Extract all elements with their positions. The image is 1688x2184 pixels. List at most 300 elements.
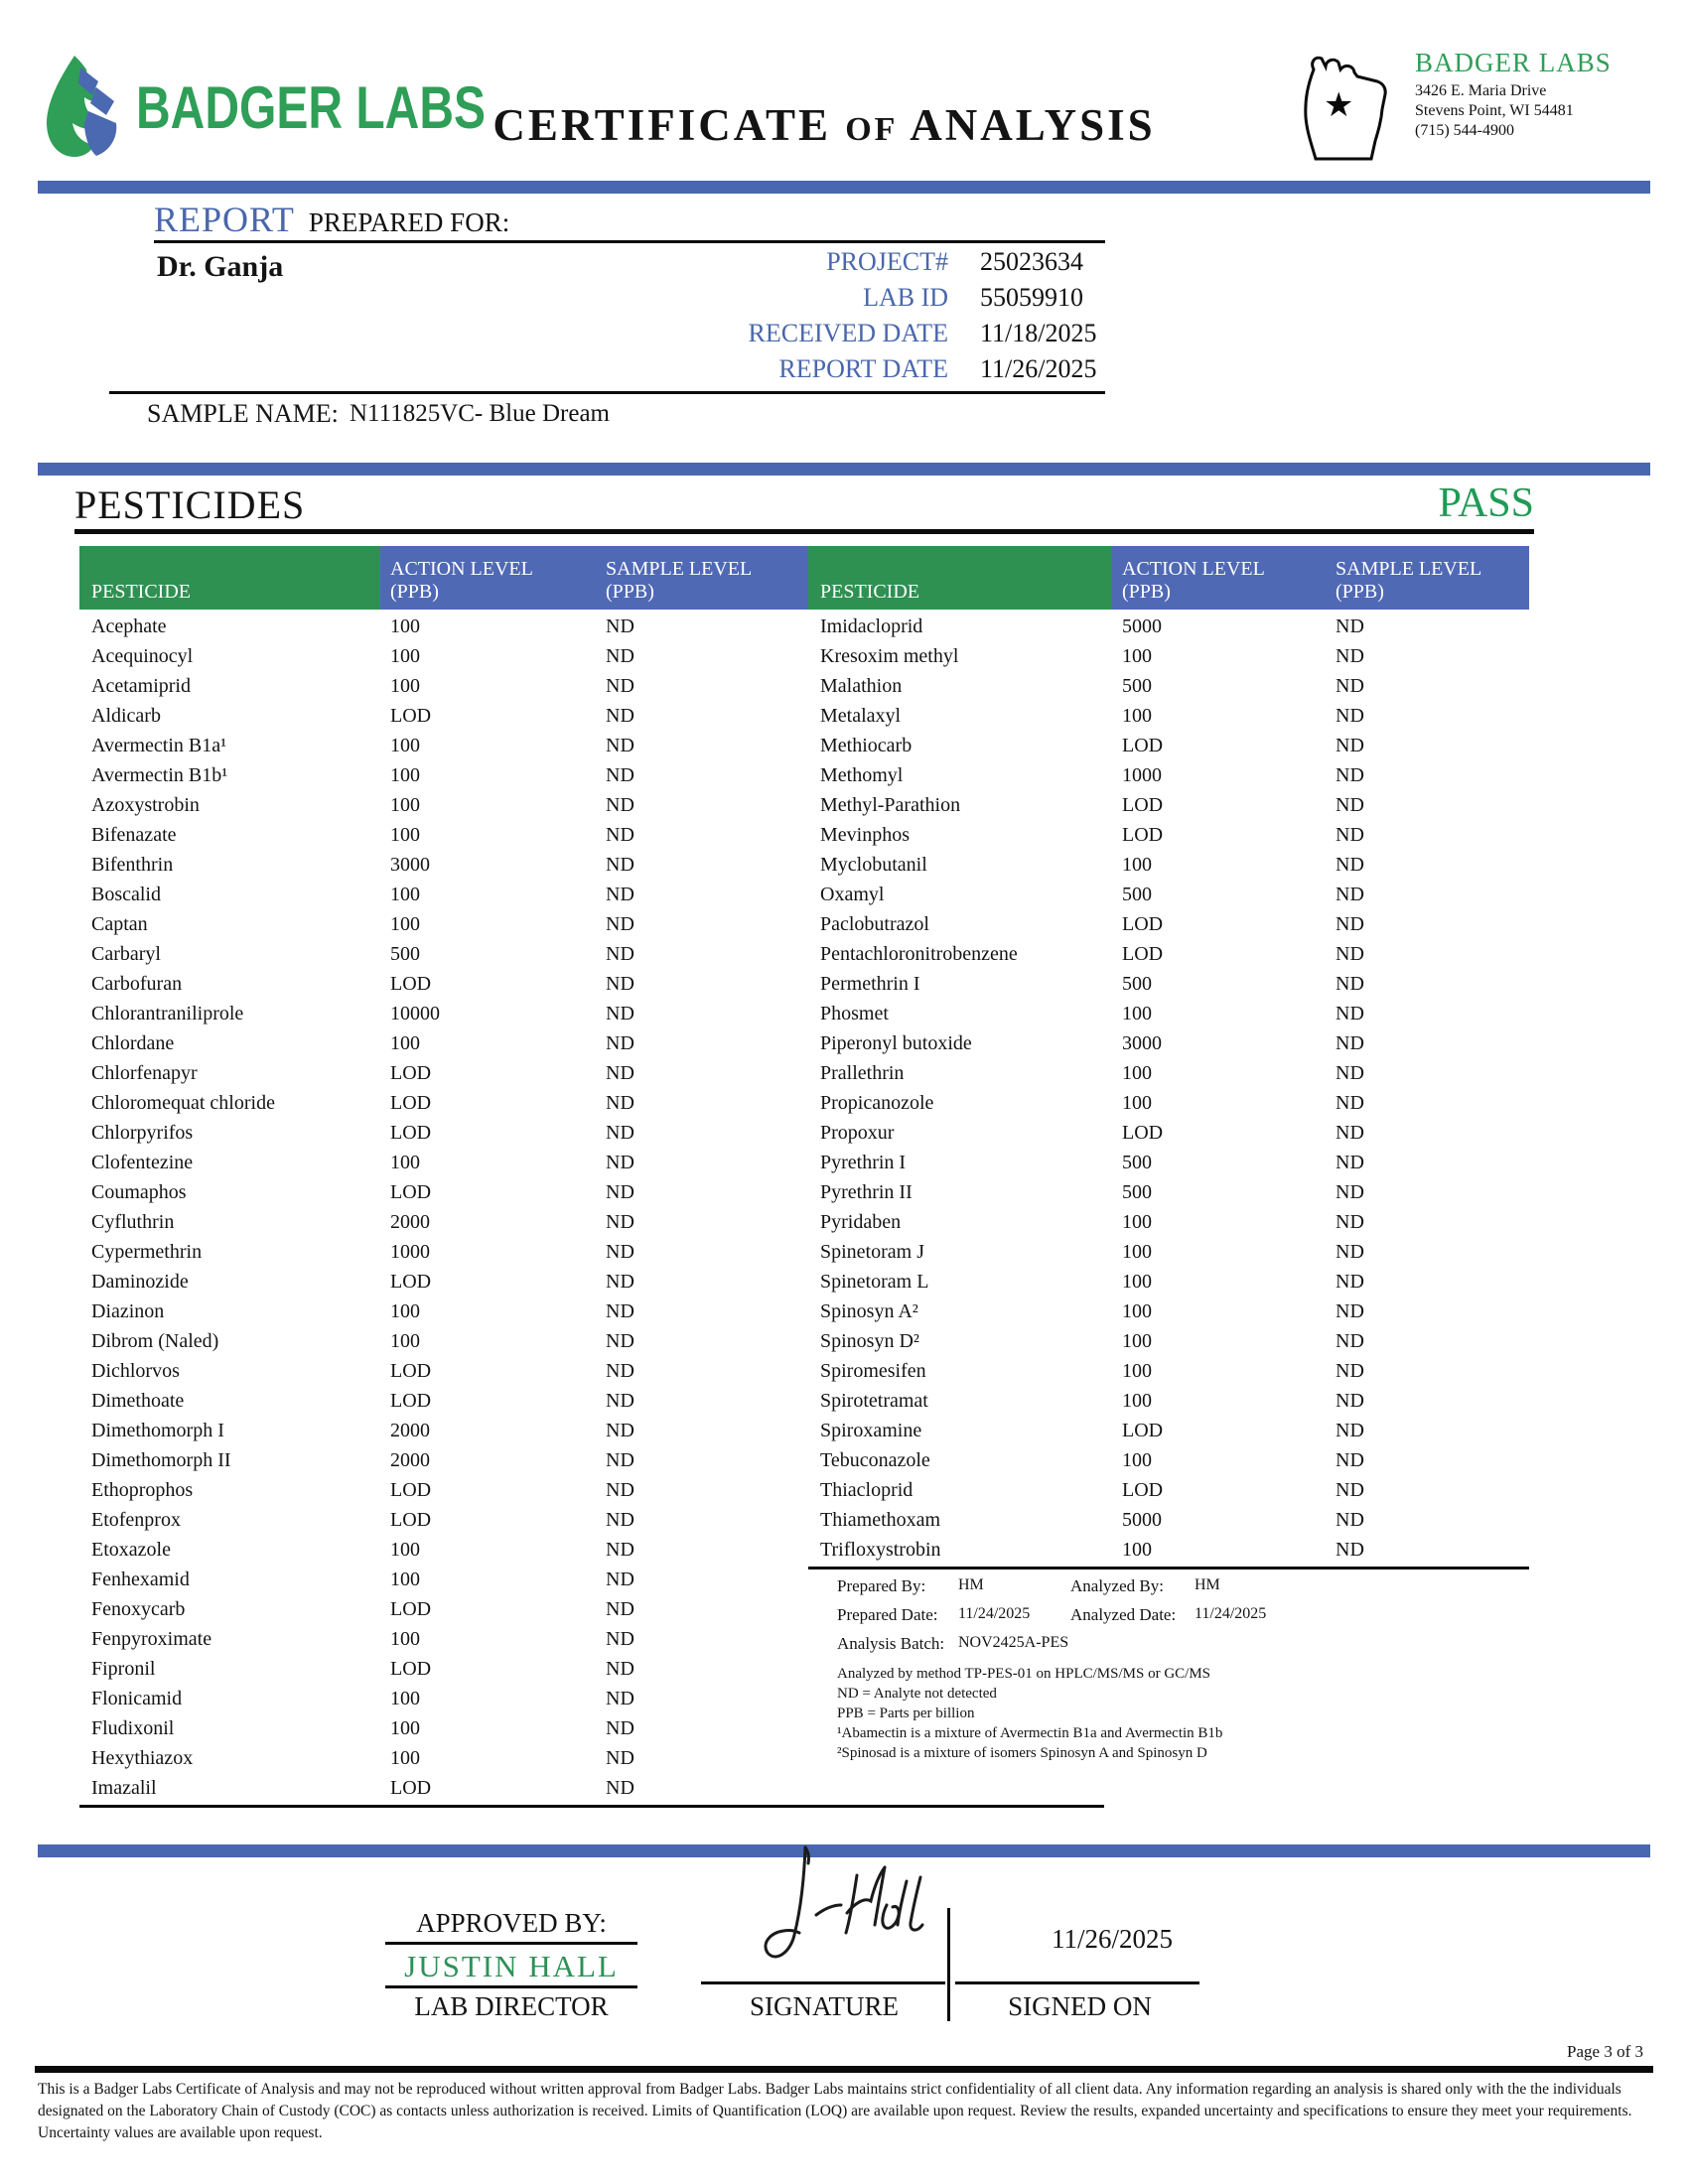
- table-row: [79, 1713, 808, 1743]
- analyzed-date-value: 11/24/2025: [1195, 1605, 1267, 1622]
- table-cell-action: 1000: [390, 1240, 430, 1263]
- lab-address-block: [1286, 48, 1612, 174]
- table-cell-sample: ND: [1336, 1329, 1364, 1352]
- table-cell-action: LOD: [1122, 1121, 1164, 1144]
- title-analysis: ANALYSIS: [910, 100, 1156, 150]
- document-title: [427, 99, 1221, 151]
- prepared-by-label: Prepared By:: [837, 1576, 926, 1595]
- table-cell-sample: ND: [1336, 912, 1364, 935]
- table-cell-name: Hexythiazox: [91, 1746, 194, 1769]
- table-cell-sample: ND: [1336, 614, 1364, 637]
- table-cell-action: LOD: [390, 1091, 432, 1114]
- action-level-column-header: ACTION LEVEL (PPB): [380, 546, 596, 610]
- table-row: [79, 1386, 808, 1416]
- table-cell-name: Permethrin I: [820, 972, 920, 995]
- nd-definition: ND = Analyte not detected: [837, 1686, 997, 1702]
- table-cell-action: LOD: [1122, 734, 1164, 756]
- table-row: [808, 701, 1529, 731]
- spinosad-footnote: ²Spinosad is a mixture of isomers Spinosyn A and Spinosyn D: [837, 1745, 1207, 1761]
- table-cell-action: 2000: [390, 1419, 430, 1441]
- table-cell-sample: ND: [606, 1121, 634, 1144]
- table-cell-action: LOD: [390, 1389, 432, 1412]
- analyzed-by-label: Analyzed By:: [1070, 1576, 1164, 1595]
- table-row: [79, 1148, 808, 1177]
- table-row: [79, 1267, 808, 1297]
- table-cell-sample: ND: [606, 823, 634, 846]
- table-row: [79, 1326, 808, 1356]
- table-row: [79, 909, 808, 939]
- table-cell-sample: ND: [606, 1002, 634, 1024]
- table-row: [808, 1028, 1529, 1058]
- table-cell-sample: ND: [606, 1746, 634, 1769]
- table-cell-name: Spinosyn D²: [820, 1329, 919, 1352]
- signed-on-label: SIGNED ON: [1008, 1991, 1152, 2021]
- table-cell-sample: ND: [1336, 1508, 1364, 1531]
- table-row: [79, 1505, 808, 1535]
- report-underline: [154, 240, 1105, 243]
- table-cell-action: 2000: [390, 1210, 430, 1233]
- table-cell-action: LOD: [1122, 823, 1164, 846]
- table-cell-sample: ND: [606, 614, 634, 637]
- table-cell-name: Fenhexamid: [91, 1568, 190, 1590]
- approved-by-label: APPROVED BY:: [416, 1908, 607, 1938]
- analyzed-date-label: Analyzed Date:: [1070, 1605, 1177, 1624]
- table-cell-name: Spiroxamine: [820, 1419, 922, 1441]
- table-cell-action: LOD: [390, 1061, 432, 1084]
- table-cell-sample: ND: [606, 1538, 634, 1561]
- table-cell-name: Dimethomorph I: [91, 1419, 224, 1441]
- table-cell-action: 100: [390, 883, 420, 905]
- table-cell-name: Phosmet: [820, 1002, 889, 1024]
- table-cell-sample: ND: [606, 1597, 634, 1620]
- signed-date: 11/26/2025: [1051, 1924, 1173, 1954]
- table-cell-action: 1000: [1122, 763, 1162, 786]
- table-cell-sample: ND: [606, 1031, 634, 1054]
- table-header-left: [79, 546, 808, 610]
- table-cell-sample: ND: [1336, 1240, 1364, 1263]
- table-cell-sample: ND: [1336, 644, 1364, 667]
- table-cell-action: 500: [390, 942, 420, 965]
- table-cell-name: Diazinon: [91, 1299, 165, 1322]
- pesticide-column-header: PESTICIDE: [79, 546, 380, 610]
- table-cell-action: 100: [390, 1687, 420, 1709]
- table-row: [79, 760, 808, 790]
- table-cell-sample: ND: [1336, 883, 1364, 905]
- table-cell-action: 100: [1122, 1270, 1152, 1293]
- pesticide-table-right-body: [808, 612, 1529, 1565]
- table-cell-name: Fipronil: [91, 1657, 156, 1680]
- table-row: [79, 1297, 808, 1326]
- table-cell-sample: ND: [606, 912, 634, 935]
- table-row: [808, 731, 1529, 760]
- table-cell-name: Pyrethrin I: [820, 1151, 907, 1173]
- lab-address-line3: (715) 544-4900: [1415, 122, 1514, 139]
- table-row: [79, 1594, 808, 1624]
- table-cell-action: LOD: [390, 1776, 432, 1799]
- table-cell-sample: ND: [606, 1329, 634, 1352]
- table-cell-action: 500: [1122, 674, 1152, 697]
- title-of: OF: [845, 111, 899, 148]
- sample-level-column-header: SAMPLE LEVEL (PPB): [596, 546, 808, 610]
- table-header-right: [808, 546, 1529, 610]
- table-cell-sample: ND: [1336, 793, 1364, 816]
- table-cell-action: 100: [1122, 644, 1152, 667]
- table-cell-name: Mevinphos: [820, 823, 910, 846]
- lab-id-value: 55059910: [980, 283, 1083, 312]
- table-cell-sample: ND: [606, 1776, 634, 1799]
- table-cell-action: 100: [1122, 1538, 1152, 1561]
- table-cell-action: LOD: [390, 1180, 432, 1203]
- table-cell-sample: ND: [606, 734, 634, 756]
- table-row: [808, 1058, 1529, 1088]
- table-cell-name: Trifloxystrobin: [820, 1538, 941, 1561]
- table-cell-action: 100: [1122, 704, 1152, 727]
- table-cell-action: 100: [1122, 1329, 1152, 1352]
- left-table-bottom-border: [79, 1805, 1104, 1808]
- table-cell-action: 100: [1122, 1061, 1152, 1084]
- table-row: [79, 1773, 808, 1803]
- approval-vertical-divider: [947, 1908, 950, 2021]
- table-cell-name: Chlordane: [91, 1031, 175, 1054]
- table-row: [79, 641, 808, 671]
- table-cell-sample: ND: [1336, 674, 1364, 697]
- table-row: [79, 1237, 808, 1267]
- received-date-row: [616, 318, 1152, 349]
- table-cell-sample: ND: [1336, 1180, 1364, 1203]
- table-cell-sample: ND: [606, 1657, 634, 1680]
- table-cell-sample: ND: [606, 1359, 634, 1382]
- table-cell-sample: ND: [1336, 1151, 1364, 1173]
- table-cell-name: Aldicarb: [91, 704, 161, 727]
- table-row: [808, 1416, 1529, 1445]
- table-row: [79, 1118, 808, 1148]
- table-row: [79, 701, 808, 731]
- signed-on-line: [955, 1981, 1199, 1984]
- table-row: [808, 671, 1529, 701]
- table-cell-action: LOD: [390, 704, 432, 727]
- table-row: [808, 641, 1529, 671]
- lab-id-row: [616, 282, 1152, 314]
- table-cell-action: 500: [1122, 1180, 1152, 1203]
- table-row: [808, 1505, 1529, 1535]
- table-cell-sample: ND: [606, 853, 634, 876]
- table-cell-sample: ND: [606, 674, 634, 697]
- table-cell-sample: ND: [606, 1568, 634, 1590]
- approved-by-line: [385, 1942, 637, 1945]
- table-cell-name: Etofenprox: [91, 1508, 181, 1531]
- table-cell-sample: ND: [1336, 704, 1364, 727]
- table-cell-sample: ND: [606, 1478, 634, 1501]
- table-cell-name: Etoxazole: [91, 1538, 171, 1561]
- table-cell-action: LOD: [1122, 1419, 1164, 1441]
- analysis-notes: [837, 1576, 1363, 1763]
- table-cell-name: Azoxystrobin: [91, 793, 200, 816]
- table-row: [79, 1356, 808, 1386]
- table-row: [79, 1565, 808, 1594]
- table-row: [808, 1535, 1529, 1565]
- table-cell-name: Propicanozole: [820, 1091, 934, 1114]
- table-cell-action: 100: [390, 1568, 420, 1590]
- table-row: [808, 1177, 1529, 1207]
- table-row: [79, 1624, 808, 1654]
- table-cell-name: Fenoxycarb: [91, 1597, 186, 1620]
- prepared-for-label: PREPARED FOR:: [308, 207, 510, 237]
- table-row: [808, 1088, 1529, 1118]
- table-row: [808, 1386, 1529, 1416]
- table-cell-name: Pyrethrin II: [820, 1180, 913, 1203]
- table-cell-name: Spinetoram J: [820, 1240, 924, 1263]
- table-cell-name: Malathion: [820, 674, 903, 697]
- table-cell-name: Piperonyl butoxide: [820, 1031, 972, 1054]
- table-cell-action: 5000: [1122, 614, 1162, 637]
- table-cell-sample: ND: [1336, 972, 1364, 995]
- table-cell-name: Chlorantraniliprole: [91, 1002, 244, 1024]
- table-row: [79, 1475, 808, 1505]
- approver-name: JUSTIN HALL: [404, 1949, 619, 1983]
- table-cell-sample: ND: [606, 972, 634, 995]
- table-row: [79, 1058, 808, 1088]
- prepared-date-value: 11/24/2025: [958, 1605, 1031, 1622]
- table-row: [808, 1326, 1529, 1356]
- table-cell-action: 100: [390, 823, 420, 846]
- table-cell-action: 100: [390, 1746, 420, 1769]
- table-cell-sample: ND: [606, 1061, 634, 1084]
- table-row: [808, 1267, 1529, 1297]
- table-cell-name: Myclobutanil: [820, 853, 927, 876]
- lab-address-line2: Stevens Point, WI 54481: [1415, 102, 1574, 119]
- table-row: [79, 1684, 808, 1713]
- table-cell-name: Spiromesifen: [820, 1359, 926, 1382]
- table-row: [79, 969, 808, 999]
- table-cell-name: Imazalil: [91, 1776, 157, 1799]
- lab-director-label: LAB DIRECTOR: [414, 1991, 609, 2021]
- table-cell-name: Chlorpyrifos: [91, 1121, 194, 1144]
- table-cell-action: 5000: [1122, 1508, 1162, 1531]
- table-cell-name: Captan: [91, 912, 148, 935]
- leaf-logo-icon: [45, 52, 126, 164]
- table-cell-name: Acephate: [91, 614, 167, 637]
- table-row: [808, 969, 1529, 999]
- table-cell-name: Methyl-Parathion: [820, 793, 961, 816]
- table-cell-sample: ND: [606, 704, 634, 727]
- abamectin-footnote: ¹Abamectin is a mixture of Avermectin B1a and Avermectin B1b: [837, 1725, 1223, 1741]
- table-cell-sample: ND: [1336, 823, 1364, 846]
- table-row: [808, 1237, 1529, 1267]
- table-cell-name: Cypermethrin: [91, 1240, 203, 1263]
- star-icon: ★: [1324, 87, 1354, 124]
- project-number-value: 25023634: [980, 247, 1083, 276]
- table-cell-sample: ND: [1336, 1299, 1364, 1322]
- table-cell-name: Pentachloronitrobenzene: [820, 942, 1018, 965]
- table-cell-action: 100: [390, 1627, 420, 1650]
- table-cell-name: Coumaphos: [91, 1180, 187, 1203]
- table-cell-sample: ND: [1336, 1031, 1364, 1054]
- table-cell-sample: ND: [606, 1240, 634, 1263]
- table-cell-action: 100: [390, 644, 420, 667]
- table-cell-action: 100: [390, 674, 420, 697]
- table-cell-action: 100: [390, 734, 420, 756]
- table-cell-action: 100: [390, 1538, 420, 1561]
- table-cell-name: Fenpyroximate: [91, 1627, 212, 1650]
- signature-label: SIGNATURE: [749, 1991, 899, 2021]
- table-cell-sample: ND: [1336, 853, 1364, 876]
- table-cell-sample: ND: [606, 1448, 634, 1471]
- method-line: Analyzed by method TP-PES-01 on HPLC/MS/MS or GC/MS: [837, 1666, 1211, 1682]
- table-row: [79, 790, 808, 820]
- table-cell-sample: ND: [606, 1091, 634, 1114]
- table-row: [79, 731, 808, 760]
- table-cell-sample: ND: [606, 1419, 634, 1441]
- table-cell-action: 100: [1122, 1448, 1152, 1471]
- table-cell-sample: ND: [606, 942, 634, 965]
- table-cell-action: 100: [1122, 1299, 1152, 1322]
- table-cell-sample: ND: [1336, 734, 1364, 756]
- lab-name: BADGER LABS: [1415, 48, 1612, 77]
- info-underline: [109, 391, 1105, 394]
- table-cell-action: LOD: [390, 1508, 432, 1531]
- table-row: [808, 999, 1529, 1028]
- table-row: [79, 1445, 808, 1475]
- approver-line: [385, 1985, 637, 1988]
- table-row: [79, 1028, 808, 1058]
- lab-id-label: LAB ID: [863, 283, 948, 312]
- table-cell-name: Chlorfenapyr: [91, 1061, 198, 1084]
- table-cell-name: Paclobutrazol: [820, 912, 929, 935]
- table-row: [808, 939, 1529, 969]
- table-cell-action: LOD: [390, 972, 432, 995]
- table-row: [808, 850, 1529, 880]
- table-cell-action: 3000: [1122, 1031, 1162, 1054]
- table-cell-name: Avermectin B1b¹: [91, 763, 228, 786]
- table-cell-sample: ND: [1336, 1478, 1364, 1501]
- table-cell-name: Clofentezine: [91, 1151, 194, 1173]
- table-cell-action: 100: [390, 793, 420, 816]
- table-row: [79, 1535, 808, 1565]
- table-cell-name: Chloromequat chloride: [91, 1091, 275, 1114]
- table-cell-action: LOD: [390, 1121, 432, 1144]
- table-cell-sample: ND: [606, 1389, 634, 1412]
- table-row: [79, 612, 808, 641]
- table-cell-sample: ND: [1336, 1210, 1364, 1233]
- table-cell-sample: ND: [606, 1627, 634, 1650]
- table-cell-name: Kresoxim methyl: [820, 644, 959, 667]
- brand-wordmark: BADGER LABS: [136, 74, 487, 141]
- analysis-batch-value: NOV2425A-PES: [958, 1634, 1069, 1651]
- table-cell-name: Cyfluthrin: [91, 1210, 175, 1233]
- table-row: [79, 1207, 808, 1237]
- table-cell-sample: ND: [1336, 1091, 1364, 1114]
- section-title: PESTICIDES: [74, 482, 306, 527]
- table-cell-name: Tebuconazole: [820, 1448, 930, 1471]
- table-row: [808, 1297, 1529, 1326]
- table-cell-action: LOD: [1122, 1478, 1164, 1501]
- page-number: Page 3 of 3: [1567, 2042, 1643, 2061]
- project-number-row: [616, 246, 1152, 278]
- table-cell-action: LOD: [390, 1597, 432, 1620]
- table-row: [79, 880, 808, 909]
- table-cell-sample: ND: [606, 1210, 634, 1233]
- table-cell-name: Daminozide: [91, 1270, 189, 1293]
- table-cell-name: Propoxur: [820, 1121, 895, 1144]
- title-certificate: CERTIFICATE: [492, 100, 831, 150]
- table-row: [808, 1207, 1529, 1237]
- table-cell-action: LOD: [1122, 793, 1164, 816]
- table-cell-sample: ND: [606, 644, 634, 667]
- table-cell-name: Avermectin B1a¹: [91, 734, 227, 756]
- table-cell-name: Pyridaben: [820, 1210, 902, 1233]
- table-row: [79, 999, 808, 1028]
- footer-disclaimer: This is a Badger Labs Certificate of Analysis and may not be reproduced without written approval from Badger Labs. Badger Labs maintains strict confidentiality of all client data. Any information regarding an analysis is shared only with the the individuals designated on the Laboratory Chain of Custody (COC) as contacts unless authorization is received. Limits of Quantification (LOQ) are available upon request. Review the results, expanded uncertainty and specifications to ensure they meet your requirements. Uncertainty values are available upon request.: [38, 2081, 1632, 2141]
- table-cell-sample: ND: [1336, 1419, 1364, 1441]
- table-cell-name: Carbofuran: [91, 972, 183, 995]
- table-cell-name: Flonicamid: [91, 1687, 183, 1709]
- table-cell-sample: ND: [1336, 1448, 1364, 1471]
- section-divider-bar: [38, 463, 1650, 476]
- pass-status: PASS: [1438, 480, 1534, 526]
- table-cell-name: Bifenthrin: [91, 853, 174, 876]
- table-cell-name: Spinosyn A²: [820, 1299, 918, 1322]
- table-cell-sample: ND: [1336, 1538, 1364, 1561]
- table-cell-action: 10000: [390, 1002, 440, 1024]
- table-cell-action: 100: [390, 1716, 420, 1739]
- table-cell-name: Acequinocyl: [91, 644, 194, 667]
- table-cell-sample: ND: [606, 1299, 634, 1322]
- table-row: [808, 820, 1529, 850]
- table-cell-name: Dichlorvos: [91, 1359, 180, 1382]
- table-cell-action: LOD: [390, 1478, 432, 1501]
- table-row: [79, 1416, 808, 1445]
- project-number-label: PROJECT#: [826, 247, 948, 276]
- table-cell-sample: ND: [606, 1687, 634, 1709]
- table-cell-name: Carbaryl: [91, 942, 161, 965]
- table-cell-sample: ND: [1336, 942, 1364, 965]
- table-row: [79, 1743, 808, 1773]
- section-underline: [74, 529, 1534, 534]
- received-date-label: RECEIVED DATE: [748, 319, 948, 347]
- table-cell-action: 100: [390, 1031, 420, 1054]
- table-cell-sample: ND: [606, 1151, 634, 1173]
- table-row: [808, 1118, 1529, 1148]
- signature-line: [701, 1981, 945, 1984]
- prepared-date-label: Prepared Date:: [837, 1605, 938, 1624]
- table-cell-sample: ND: [606, 763, 634, 786]
- table-cell-name: Spirotetramat: [820, 1389, 928, 1412]
- table-cell-action: 100: [1122, 1210, 1152, 1233]
- ppb-definition: PPB = Parts per billion: [837, 1706, 975, 1721]
- table-cell-action: 100: [1122, 1389, 1152, 1412]
- action-level-column-header: ACTION LEVEL (PPB): [1112, 546, 1326, 610]
- report-date-row: [616, 353, 1152, 385]
- report-date-value: 11/26/2025: [980, 354, 1097, 383]
- table-cell-name: Dibrom (Naled): [91, 1329, 219, 1352]
- report-label: REPORT: [154, 200, 295, 239]
- footer-bar: [35, 2066, 1653, 2073]
- table-row: [79, 1177, 808, 1207]
- table-cell-sample: ND: [1336, 1061, 1364, 1084]
- table-row: [808, 612, 1529, 641]
- received-date-value: 11/18/2025: [980, 319, 1097, 347]
- table-cell-name: Thiamethoxam: [820, 1508, 941, 1531]
- table-cell-name: Ethoprophos: [91, 1478, 194, 1501]
- table-cell-name: Acetamiprid: [91, 674, 191, 697]
- table-row: [808, 1148, 1529, 1177]
- table-cell-name: Boscalid: [91, 883, 161, 905]
- table-cell-action: LOD: [1122, 942, 1164, 965]
- table-cell-sample: ND: [606, 1270, 634, 1293]
- table-row: [808, 1356, 1529, 1386]
- table-row: [79, 1654, 808, 1684]
- table-row: [79, 671, 808, 701]
